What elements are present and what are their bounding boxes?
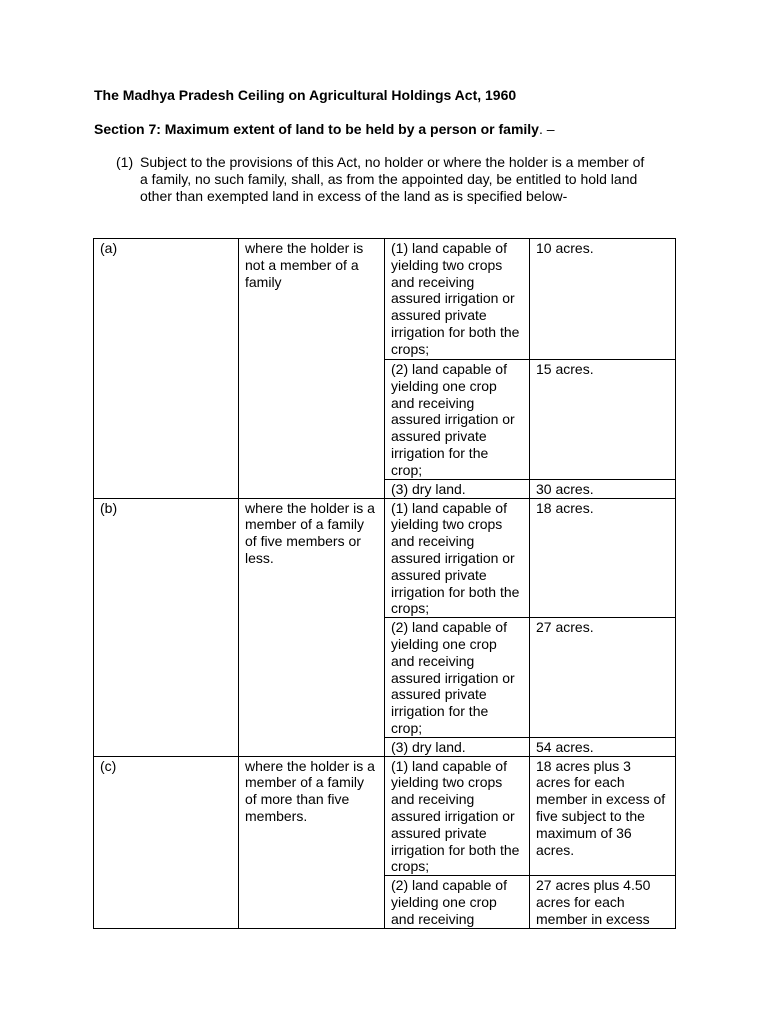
ceiling-limit-cell: 27 acres plus 4.50 acres for each member in excess	[530, 876, 676, 929]
land-category-cell: (2) land capable of yielding one crop and receiving assured irrigation or assured private irrigation for the crop;	[385, 360, 530, 480]
ceiling-limit-cell: 15 acres.	[530, 360, 676, 480]
clause-paragraph	[116, 154, 646, 204]
holder-description-cell: where the holder is not a member of a family	[239, 239, 385, 499]
holder-description-cell: where the holder is a member of a family of more than five members.	[239, 756, 385, 929]
section-heading-text: Section 7: Maximum extent of land to be held by a person or family	[94, 121, 539, 137]
section-heading	[94, 121, 555, 137]
table-row	[94, 239, 676, 360]
table-row	[94, 498, 676, 618]
group-label-cell: (c)	[94, 756, 239, 929]
ceiling-limit-cell: 30 acres.	[530, 479, 676, 498]
group-label-cell: (b)	[94, 498, 239, 756]
land-category-cell: (2) land capable of yielding one crop and receiving assured irrigation or assured private irrigation for the crop;	[385, 618, 530, 738]
land-category-cell: (1) land capable of yielding two crops and receiving assured irrigation or assured private irrigation for both the crops;	[385, 756, 530, 876]
holder-description-cell: where the holder is a member of a family of five members or less.	[239, 498, 385, 756]
land-category-cell: (2) land capable of yielding one crop and receiving	[385, 876, 530, 929]
section-heading-suffix: . –	[538, 121, 555, 137]
group-label-cell: (a)	[94, 239, 239, 499]
land-category-cell: (3) dry land.	[385, 737, 530, 756]
ceiling-limit-cell: 18 acres.	[530, 498, 676, 618]
land-category-cell: (1) land capable of yielding two crops and receiving assured irrigation or assured private irrigation for both the crops;	[385, 498, 530, 618]
table-row	[94, 756, 676, 876]
ceiling-limit-cell: 54 acres.	[530, 737, 676, 756]
ceiling-limit-cell: 18 acres plus 3 acres for each member in excess of five subject to the maximum of 36 acres.	[530, 756, 676, 876]
land-category-cell: (1) land capable of yielding two crops and receiving assured irrigation or assured private irrigation for both the crops;	[385, 239, 530, 360]
document-title: The Madhya Pradesh Ceiling on Agricultural Holdings Act, 1960	[94, 87, 517, 103]
ceiling-limit-cell: 27 acres.	[530, 618, 676, 738]
ceiling-limit-cell: 10 acres.	[530, 239, 676, 360]
land-category-cell: (3) dry land.	[385, 479, 530, 498]
clause-text: Subject to the provisions of this Act, no holder or where the holder is a member of a family, no such family, shall, as from the appointed day, be entitled to hold land other than exempted land in excess of the land as is specified below-	[140, 154, 645, 204]
ceiling-table	[93, 238, 676, 929]
clause-number: (1)	[116, 154, 134, 170]
